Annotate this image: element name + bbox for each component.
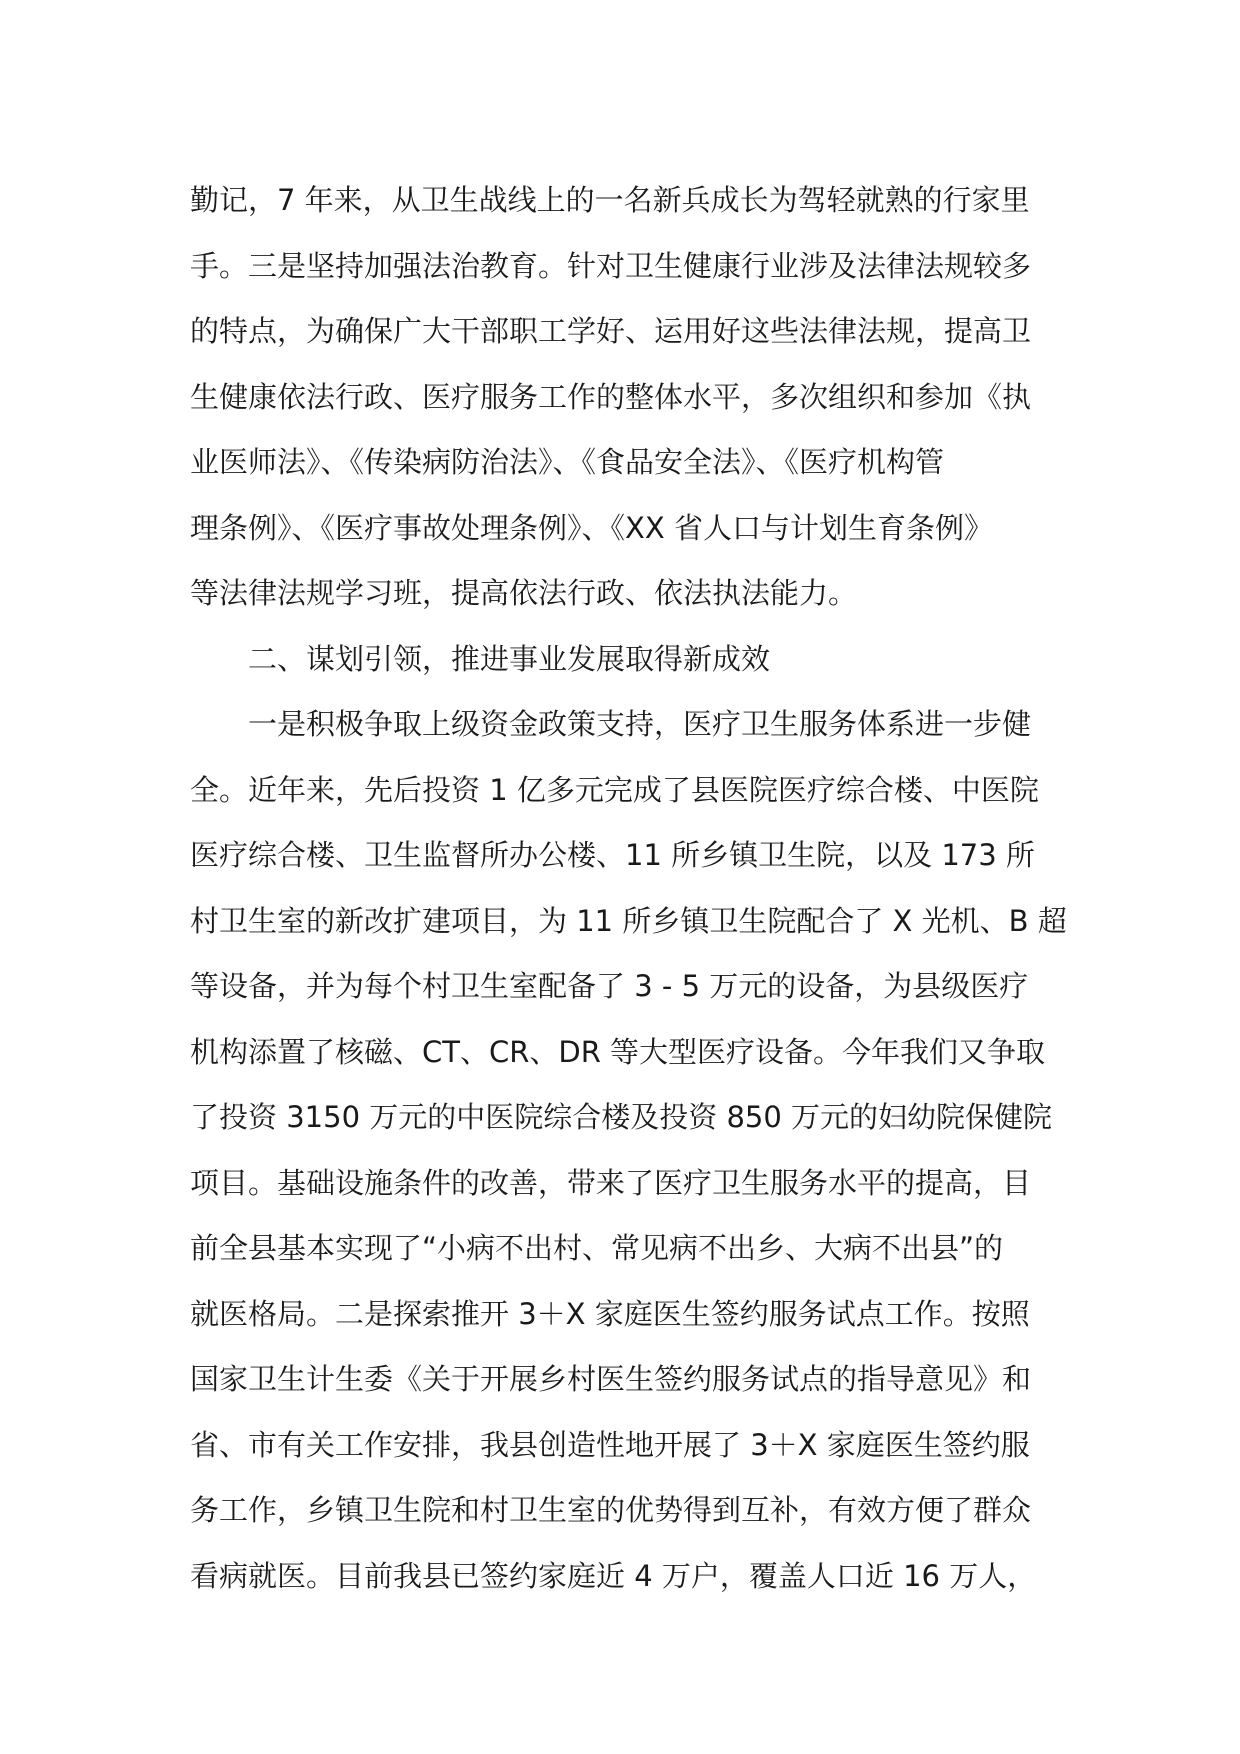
paragraph-first-line: 一是积极争取上级资金政策支持，医疗卫生服务体系进一步健 (248, 707, 1032, 741)
text-line: 国家卫生计生委《关于开展乡村医生签约服务试点的指导意见》和 (190, 1362, 1032, 1396)
section-heading: 二、谋划引领，推进事业发展取得新成效 (248, 641, 771, 676)
text-line: 业医师法》、《传染病防治法》、《食品安全法》、《医疗机构管 (190, 445, 945, 479)
text-line: 的特点，为确保广大干部职工学好、运用好这些法律法规，提高卫 (190, 314, 1032, 348)
text-line: 等法律法规学习班，提高依法行政、依法执法能力。 (190, 576, 858, 610)
body-text (190, 168, 1067, 1609)
text-line: 医疗综合楼、卫生监督所办公楼、11 所乡镇卫生院，以及 173 所 (190, 838, 1035, 872)
text-line: 村卫生室的新改扩建项目，为 11 所乡镇卫生院配合了 X 光机、B 超 (190, 903, 1067, 938)
text-line: 等设备，并为每个村卫生室配备了 3 - 5 万元的设备，为县级医疗 (190, 969, 1029, 1003)
text-line: 手。三是坚持加强法治教育。针对卫生健康行业涉及法律法规较多 (190, 248, 1032, 283)
text-line: 项目。基础设施条件的改善，带来了医疗卫生服务水平的提高，目 (190, 1165, 1032, 1200)
text-line: 前全县基本实现了“小病不出村、常见病不出乡、大病不出县”的 (190, 1231, 1004, 1265)
text-line: 机构添置了核磁、CT、CR、DR 等大型医疗设备。今年我们又争取 (190, 1034, 1046, 1069)
text-line: 理条例》、《医疗事故处理条例》、《XX 省人口与计划生育条例》 (190, 510, 993, 545)
text-line: 勤记，7 年来，从卫生战线上的一名新兵成长为驾轻就熟的行家里 (190, 183, 1030, 217)
text-line: 看病就医。目前我县已签约家庭近 4 万户，覆盖人口近 16 万人， (190, 1558, 1037, 1593)
text-line: 全。近年来，先后投资 1 亿多元完成了县医院医疗综合楼、中医院 (190, 772, 1039, 807)
text-line: 生健康依法行政、医疗服务工作的整体水平，多次组织和参加《执 (190, 379, 1032, 414)
text-line: 了投资 3150 万元的中医院综合楼及投资 850 万元的妇幼院保健院 (190, 1100, 1053, 1134)
text-line: 省、市有关工作安排，我县创造性地开展了 3＋X 家庭医生签约服 (190, 1427, 1030, 1462)
text-line: 就医格局。二是探索推开 3＋X 家庭医生签约服务试点工作。按照 (190, 1296, 1030, 1331)
text-line: 务工作，乡镇卫生院和村卫生室的优势得到互补，有效方便了群众 (190, 1493, 1032, 1527)
